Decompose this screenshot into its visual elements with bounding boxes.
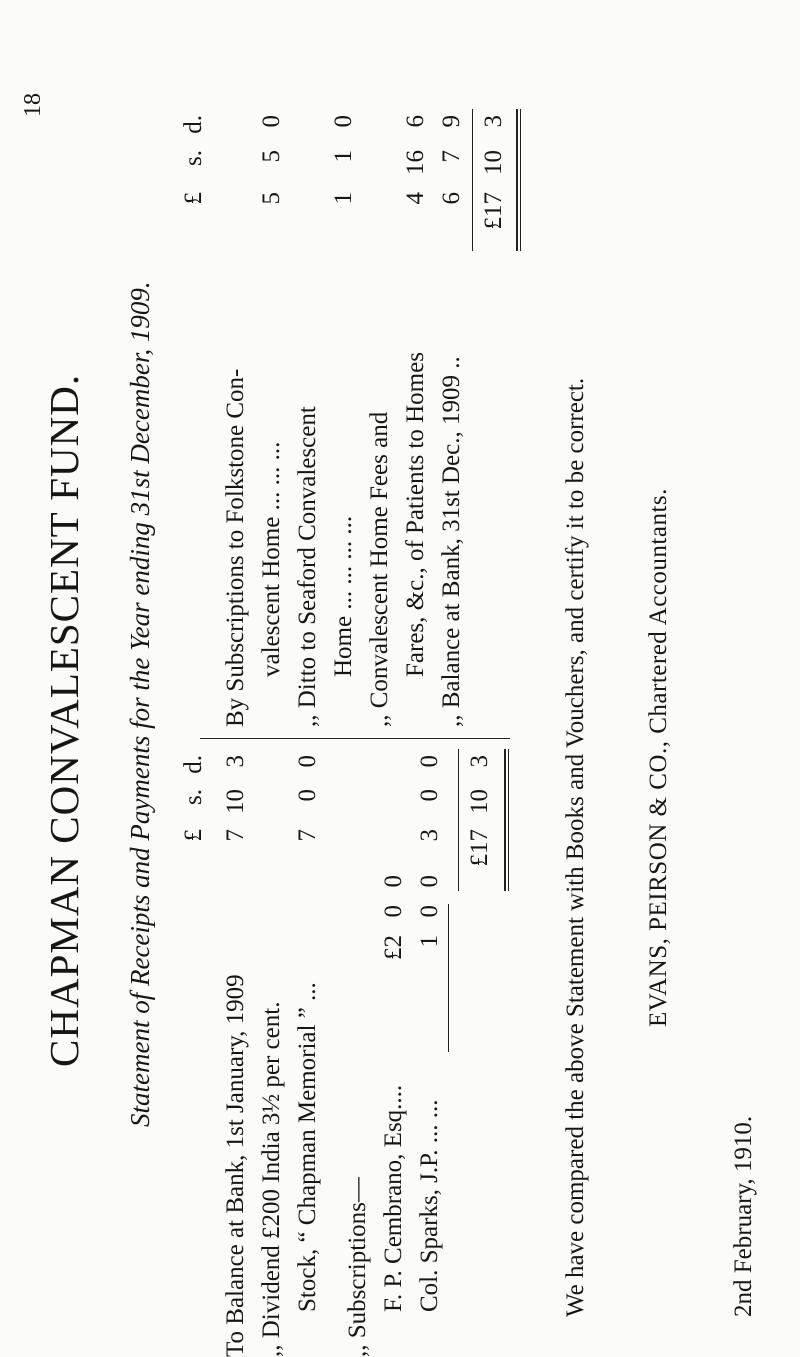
- receipt-line: Col. Sparks, J.P. ... ...: [416, 1099, 443, 1312]
- amount-pounds: 5: [258, 192, 285, 205]
- receipt-line: F. P. Cembrano, Esq....: [380, 1084, 407, 1312]
- sub-amount-pounds: £2: [380, 935, 407, 960]
- sub-amount-pence: 0: [380, 875, 407, 888]
- total-pence: 3: [466, 755, 493, 768]
- col-head-shillings: s.: [180, 789, 207, 805]
- payment-line: By Subscriptions to Folkstone Con-: [222, 368, 249, 727]
- total-double-rule: [504, 749, 506, 891]
- payment-line: valescent Home ... ... ...: [258, 441, 285, 677]
- receipt-line: ,, Dividend £200 India 3½ per cent.: [258, 1001, 285, 1357]
- col-head-pence: d.: [180, 755, 207, 774]
- total-double-rule: [508, 749, 509, 891]
- col-head-pounds: £: [180, 829, 207, 842]
- amount-pence: 6: [402, 115, 429, 128]
- payment-line: ,, Ditto to Seaford Convalescent: [294, 406, 321, 727]
- total-double-rule: [516, 109, 518, 251]
- sub-amount-pounds: 1: [416, 935, 443, 948]
- amount-shillings: 0: [416, 789, 443, 802]
- total-pounds: £17: [480, 192, 507, 230]
- amount-pence: 0: [416, 755, 443, 768]
- total-pence: 3: [480, 115, 507, 128]
- statement-date: 2nd February, 1910.: [730, 1115, 757, 1317]
- page-subtitle: Statement of Receipts and Payments for the Year ending 31st December, 1909.: [125, 281, 155, 1127]
- sub-amount-shillings: 0: [416, 905, 443, 918]
- payment-line: ,, Balance at Bank, 31st Dec., 1909 ..: [438, 356, 465, 727]
- sub-amount-rule: [448, 904, 449, 1052]
- amount-pounds: 7: [294, 829, 321, 842]
- amount-pounds: 6: [438, 192, 465, 205]
- amount-pence: 9: [438, 115, 465, 128]
- amount-shillings: 10: [222, 789, 249, 814]
- total-pounds: £17: [466, 829, 493, 867]
- receipt-line: ,, Subscriptions—: [344, 1177, 371, 1357]
- amount-shillings: 1: [330, 150, 357, 163]
- certification-text: We have compared the above Statement with Books and Vouchers, and certify it to be correct.: [562, 377, 589, 1317]
- page-number: 18: [20, 93, 46, 117]
- amount-pounds: 1: [330, 192, 357, 205]
- payment-line: Home ... ... ... ...: [330, 515, 357, 677]
- amount-pounds: 3: [416, 829, 443, 842]
- amount-pounds: 4: [402, 192, 429, 205]
- col-head-pounds: £: [180, 192, 207, 205]
- payment-line: ,, Convalescent Home Fees and: [366, 411, 393, 727]
- total-double-rule: [520, 109, 521, 251]
- col-head-shillings: s.: [180, 150, 207, 166]
- amount-pence: 0: [294, 755, 321, 768]
- amount-shillings: 0: [294, 789, 321, 802]
- amount-shillings: 7: [438, 150, 465, 163]
- auditors-signature: EVANS, PEIRSON & CO., Chartered Accountants.: [645, 488, 672, 1027]
- total-rule: [458, 749, 459, 891]
- total-rule: [472, 109, 473, 251]
- sub-amount-pence: 0: [416, 875, 443, 888]
- total-shillings: 10: [466, 789, 493, 814]
- page-title: CHAPMAN CONVALESCENT FUND.: [41, 373, 87, 1067]
- amount-pounds: 7: [222, 829, 249, 842]
- receipt-line: To Balance at Bank, 1st January, 1909: [222, 974, 249, 1357]
- payment-line: Fares, &c., of Patients to Homes: [402, 352, 429, 677]
- amount-shillings: 16: [402, 150, 429, 175]
- total-shillings: 10: [480, 150, 507, 175]
- sub-amount-shillings: 0: [380, 905, 407, 918]
- col-head-pence: d.: [180, 115, 207, 134]
- amount-pence: 0: [258, 115, 285, 128]
- column-divider: [200, 738, 510, 739]
- receipt-line: Stock, “ Chapman Memorial ” ...: [294, 982, 321, 1312]
- amount-shillings: 5: [258, 150, 285, 163]
- amount-pence: 0: [330, 115, 357, 128]
- amount-pence: 3: [222, 755, 249, 768]
